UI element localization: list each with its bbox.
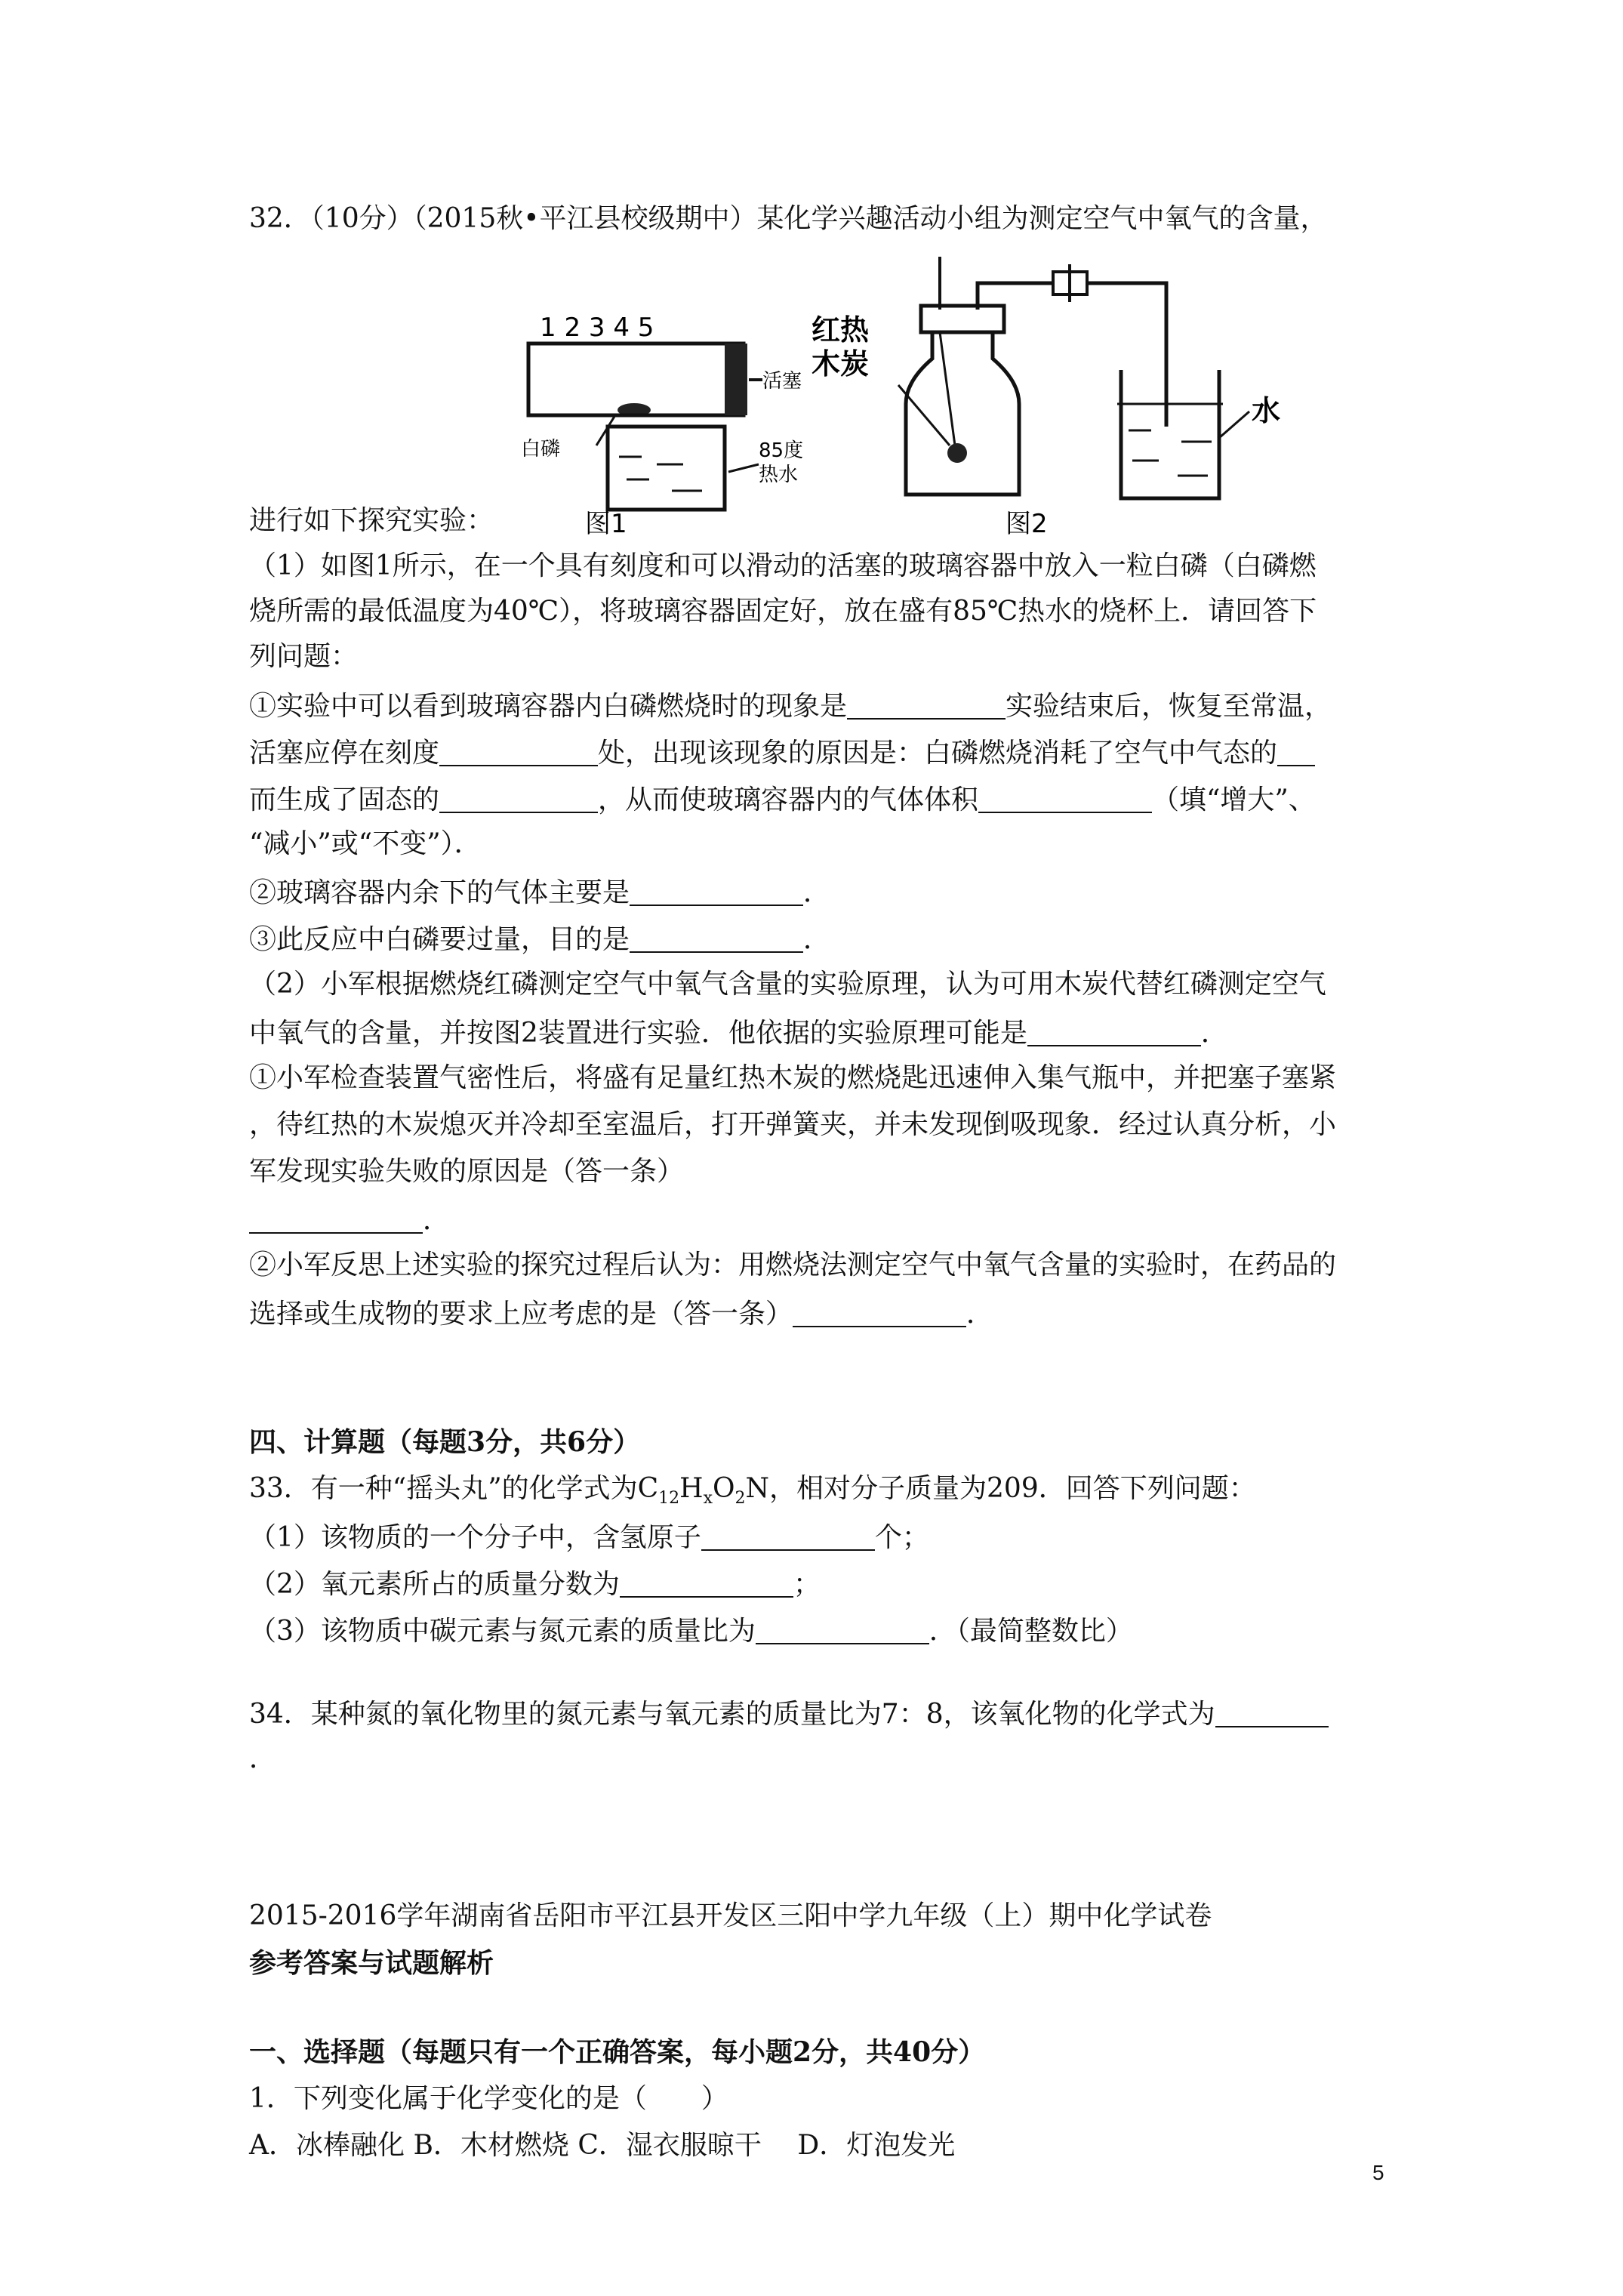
answer-blank[interactable] — [756, 1616, 929, 1644]
section4-heading: 四、计算题（每题3分，共6分） — [249, 1426, 641, 1458]
q32-t1-line1: ①小军检查装置气密性后，将盛有足量红热木炭的燃烧匙迅速伸入集气瓶中，并把塞子塞紧 — [249, 1062, 1337, 1093]
q32-stem-cont: 进行如下探究实验： — [249, 505, 494, 536]
beaker-2 — [1121, 370, 1219, 498]
answers-q1: 1．下列变化属于化学变化的是（ ） — [249, 2083, 728, 2114]
q34-line2: ． — [249, 1743, 277, 1774]
fig1-piston-label: 活塞 — [762, 370, 802, 393]
answer-blank[interactable] — [1027, 1018, 1201, 1046]
answer-blank[interactable] — [249, 1205, 423, 1234]
answer-blank[interactable] — [847, 691, 1006, 720]
fig2-caption: 图2 — [1006, 509, 1048, 539]
q32-part1-line3: 列问题： — [249, 641, 359, 672]
answer-blank[interactable] — [701, 1522, 875, 1551]
q32-sub1-line3: 而生成了固态的 ，从而使玻璃容器内的气体体积 （填“增大”、 — [249, 784, 1316, 815]
fig2-charcoal-label-1: 红热 — [812, 313, 870, 347]
answer-blank[interactable] — [1277, 738, 1315, 766]
fig2-water-label: 水 — [1252, 394, 1281, 427]
page-number: 5 — [1372, 2161, 1384, 2184]
answers-subtitle: 参考答案与试题解析 — [249, 1947, 494, 1979]
q32-sub3: ③此反应中白磷要过量，目的是 ． — [249, 924, 831, 955]
answer-blank[interactable] — [630, 924, 803, 953]
fig2-charcoal-label-2: 木炭 — [812, 347, 870, 381]
answers-title: 2015-2016学年湖南省岳阳市平江县开发区三阳中学九年级（上）期中化学试卷 — [249, 1900, 1212, 1931]
fig1-water-label-1: 85度 — [759, 439, 804, 462]
fig1-water-label-2: 热水 — [759, 464, 799, 486]
q33-part1: （1）该物质的一个分子中，含氢原子 个； — [249, 1522, 929, 1553]
q33-part3: （3）该物质中碳元素与氮元素的质量比为 ．（最简整数比） — [249, 1616, 1133, 1647]
answer-blank[interactable] — [439, 738, 598, 766]
q32-sub1-line2: 活塞应停在刻度 处，出现该现象的原因是：白磷燃烧消耗了空气中气态的 — [249, 738, 1315, 767]
piston — [725, 344, 747, 415]
q32-part1-line1: （1）如图1所示，在一个具有刻度和可以滑动的活塞的玻璃容器中放入一粒白磷（白磷燃 — [249, 550, 1317, 581]
experiment-figures — [513, 253, 1404, 547]
fig1-scale: 1 2 3 4 5 — [540, 313, 654, 343]
answer-blank[interactable] — [1215, 1699, 1329, 1727]
answer-blank[interactable] — [630, 877, 803, 906]
q32-sub1-line4: “减小”或“不变”）． — [249, 828, 482, 859]
q32-t2-line1: ②小军反思上述实验的探究过程后认为：用燃烧法测定空气中氧气含量的实验时，在药品的 — [249, 1250, 1337, 1281]
stopper — [921, 306, 1004, 332]
answer-blank[interactable] — [620, 1569, 793, 1598]
q32-part1-line2: 烧所需的最低温度为40℃），将玻璃容器固定好，放在盛有85℃热水的烧杯上．请回答下 — [249, 596, 1317, 627]
q33-stem: 33．有一种“摇头丸”的化学式为$C_{12}H_xO_2N$，相对分子质量为209．回答下列问题： — [249, 1473, 1256, 1509]
q34-line1: 34．某种氮的氧化物里的氮元素与氧元素的质量比为7：8，该氧化物的化学式为 — [249, 1699, 1329, 1728]
answer-blank[interactable] — [439, 784, 598, 813]
beaker-1 — [608, 427, 725, 510]
q32-t1-line2: ，待红热的木炭熄灭并冷却至室温后，打开弹簧夹，并未发现倒吸现象．经过认真分析，小 — [249, 1109, 1337, 1140]
q32-part2-line1: （2）小军根据燃烧红磷测定空气中氧气含量的实验原理，认为可用木炭代替红磷测定空气 — [249, 969, 1326, 1000]
answers-q1-options: A．冰棒融化 B．木材燃烧 C．湿衣服晾干 D．灯泡发光 — [249, 2130, 956, 2161]
q32-sub1-line1: ①实验中可以看到玻璃容器内白磷燃烧时的现象是 实验结束后，恢复至常温， — [249, 691, 1332, 722]
q32-stem: 32．（10分）（2015秋•平江县校级期中）某化学兴趣活动小组为测定空气中氧气的含量， — [249, 203, 1328, 234]
q32-t1-line3: 军发现实验失败的原因是（答一条） — [249, 1156, 685, 1187]
fig1-phosphorus-label: 白磷 — [521, 438, 561, 461]
figure-2 — [812, 257, 1280, 539]
q32-sub2: ②玻璃容器内余下的气体主要是 ． — [249, 877, 831, 908]
red-hot-charcoal — [947, 443, 967, 463]
figure-1 — [521, 313, 803, 539]
answer-blank[interactable] — [793, 1299, 966, 1327]
fig1-caption: 图1 — [585, 509, 627, 539]
q33-part2: （2）氧元素所占的质量分数为 ； — [249, 1569, 821, 1600]
answer-blank[interactable] — [978, 784, 1152, 813]
q32-part2-line2: 中氧气的含量，并按图2装置进行实验．他依据的实验原理可能是 ． — [249, 1018, 1228, 1049]
q32-t2-line2: 选择或生成物的要求上应考虑的是（答一条） ． — [249, 1299, 994, 1330]
q32-t1-line4: ． — [249, 1205, 450, 1234]
answers-section1: 一、选择题（每题只有一个正确答案，每小题2分，共40分） — [249, 2036, 986, 2068]
